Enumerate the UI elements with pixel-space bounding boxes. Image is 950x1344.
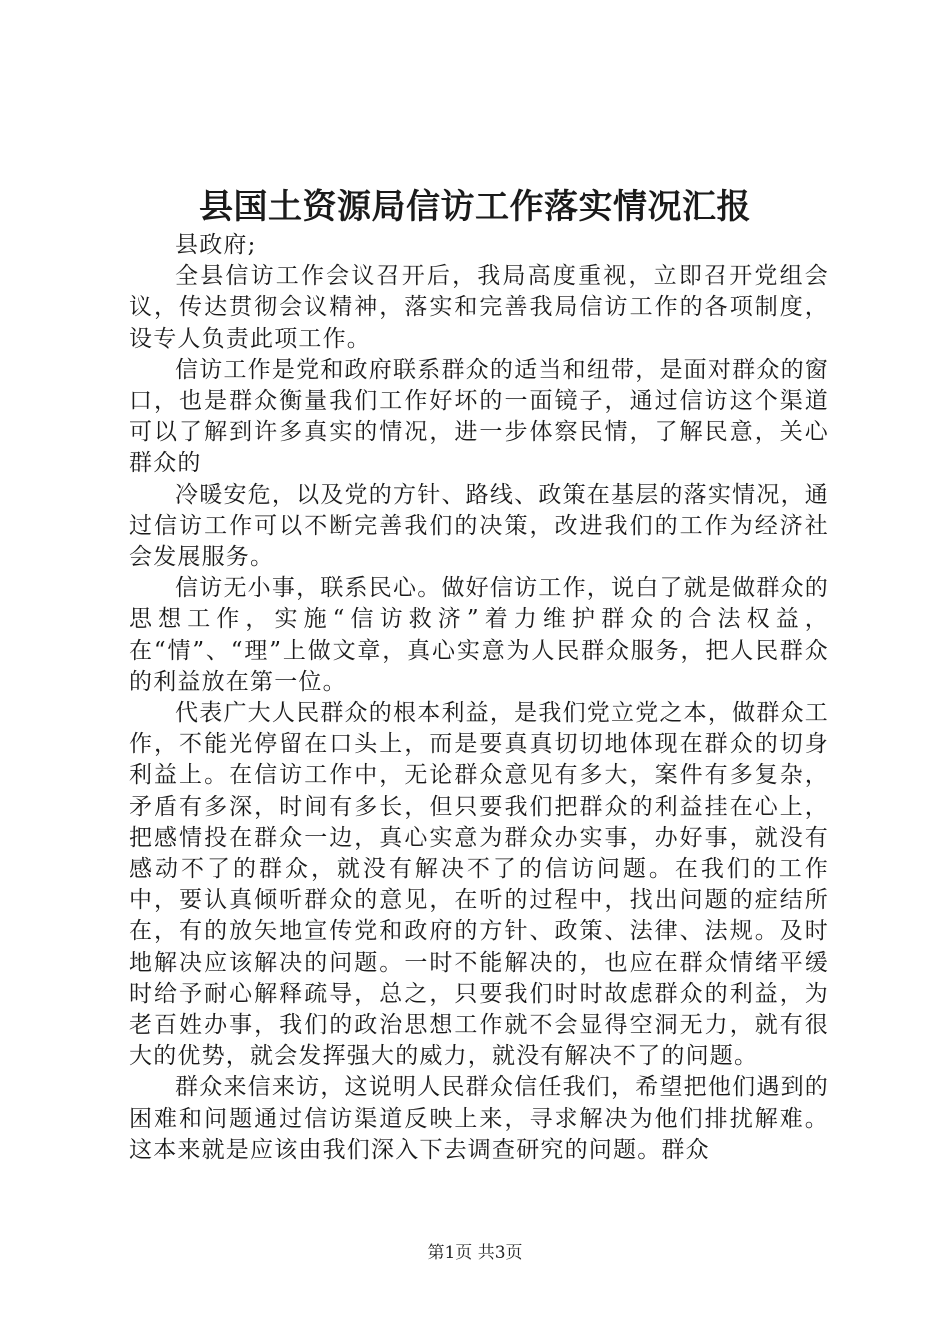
salutation: 县政府; — [175, 232, 257, 258]
paragraph: 全县信访工作会议召开后，我局高度重视，立即召开党组会议，传达贯彻会议精神，落实和完善我局信访工作的各项制度，设专人负责此项工作。 — [129, 263, 829, 352]
paragraph: 信访工作是党和政府联系群众的适当和纽带，是面对群众的窗口，也是群众衡量我们工作好坏的一面镜子，通过信访这个渠道可以了解到许多真实的情况，进一步体察民情，了解民意，关心群众的 — [129, 356, 829, 477]
paragraph: 代表广大人民群众的根本利益，是我们党立党之本，做群众工作，不能光停留在口头上，而是要真真切切地体现在群众的切身利益上。在信访工作中，无论群众意见有多大，案件有多复杂，矛盾有多深，时间有多长，但只要我们把群众的利益挂在心上，把感情投在群众一边，真心实意为群众办实事，办好事，就没有感动不了的群众，就没有解决不了的信访问题。在我们的工作中，要认真倾听群众的意见，在听的过程中，找出问题的症结所在，有的放矢地宣传党和政府的方针、政策、法律、法规。及时地解决应该解决的问题。一时不能解决的，也应在群众情绪平缓时给予耐心解释疏导，总之，只要我们时时故虑群众的利益，为老百姓办事，我们的政治思想工作就不会显得空洞无力，就有很大的优势，就会发挥强大的威力，就没有解决不了的问题。 — [129, 700, 829, 1070]
document-title: 县国土资源局信访工作落实情况汇报 — [199, 187, 751, 227]
paragraph: 群众来信来访，这说明人民群众信任我们，希望把他们遇到的困难和问题通过信访渠道反映上来，寻求解决为他们排扰解难。这本来就是应该由我们深入下去调查研究的问题。群众 — [129, 1074, 829, 1163]
page-number-footer: 第1页 共3页 — [427, 1243, 523, 1263]
paragraph: 冷暖安危，以及党的方针、路线、政策在基层的落实情况，通过信访工作可以不断完善我们的决策，改进我们的工作为经济社会发展服务。 — [129, 481, 829, 571]
paragraph: 信访无小事，联系民心。做好信访工作，说白了就是做群众的思想工作，实施“信访救济”着力维护群众的合法权益，在“情”、“理”上做文章，真心实意为人民群众服务，把人民群众的利益放在第一位。 — [129, 575, 829, 695]
document-body — [129, 230, 829, 1166]
